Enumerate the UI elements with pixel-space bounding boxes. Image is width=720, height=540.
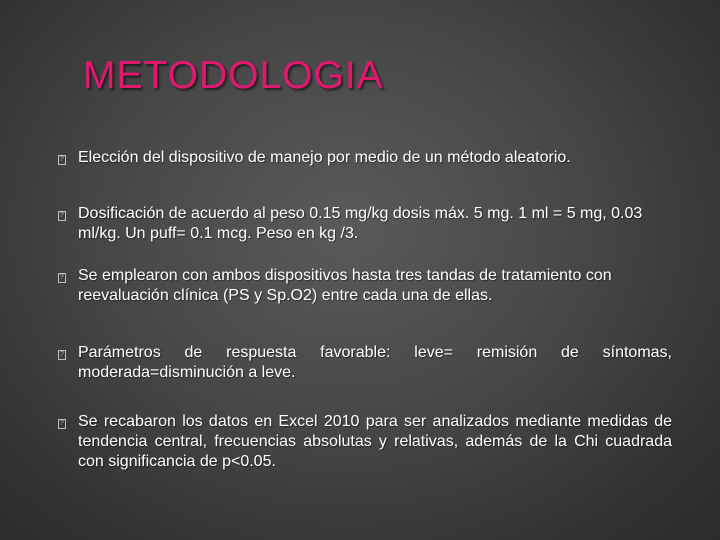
bullet-item	[58, 148, 672, 168]
slide-title: METODOLOGIA	[83, 54, 384, 97]
bullet-marker-icon: ?	[58, 211, 66, 221]
bullet-text: Dosificación de acuerdo al peso 0.15 mg/kg dosis máx. 5 mg. 1 ml = 5 mg, 0.03 ml/kg. Un puff= 0.1 mcg. Peso en kg /3.	[78, 205, 643, 242]
bullet-marker-icon: ?	[58, 155, 66, 165]
bullet-marker-icon: ?	[58, 350, 66, 360]
bullet-text: Parámetros de respuesta favorable: leve= remisión de síntomas, moderada=disminución a leve.	[78, 344, 672, 381]
bullet-text: Se emplearon con ambos dispositivos hasta tres tandas de tratamiento con reevaluación clínica (PS y Sp.O2) entre cada una de ellas.	[78, 267, 612, 304]
bullet-text: Elección del dispositivo de manejo por medio de un método aleatorio.	[78, 149, 571, 166]
bullet-item	[58, 204, 672, 244]
bullet-item	[58, 412, 672, 472]
bullet-text: Se recabaron los datos en Excel 2010 para ser analizados mediante medidas de tendencia central, frecuencias absolutas y relativas, además de la Chi cuadrada con significancia de p<0.05.	[78, 413, 672, 470]
bullet-item	[58, 343, 672, 383]
bullet-marker-icon: ?	[58, 273, 66, 283]
bullet-item	[58, 266, 672, 306]
bullet-marker-icon: ?	[58, 419, 66, 429]
